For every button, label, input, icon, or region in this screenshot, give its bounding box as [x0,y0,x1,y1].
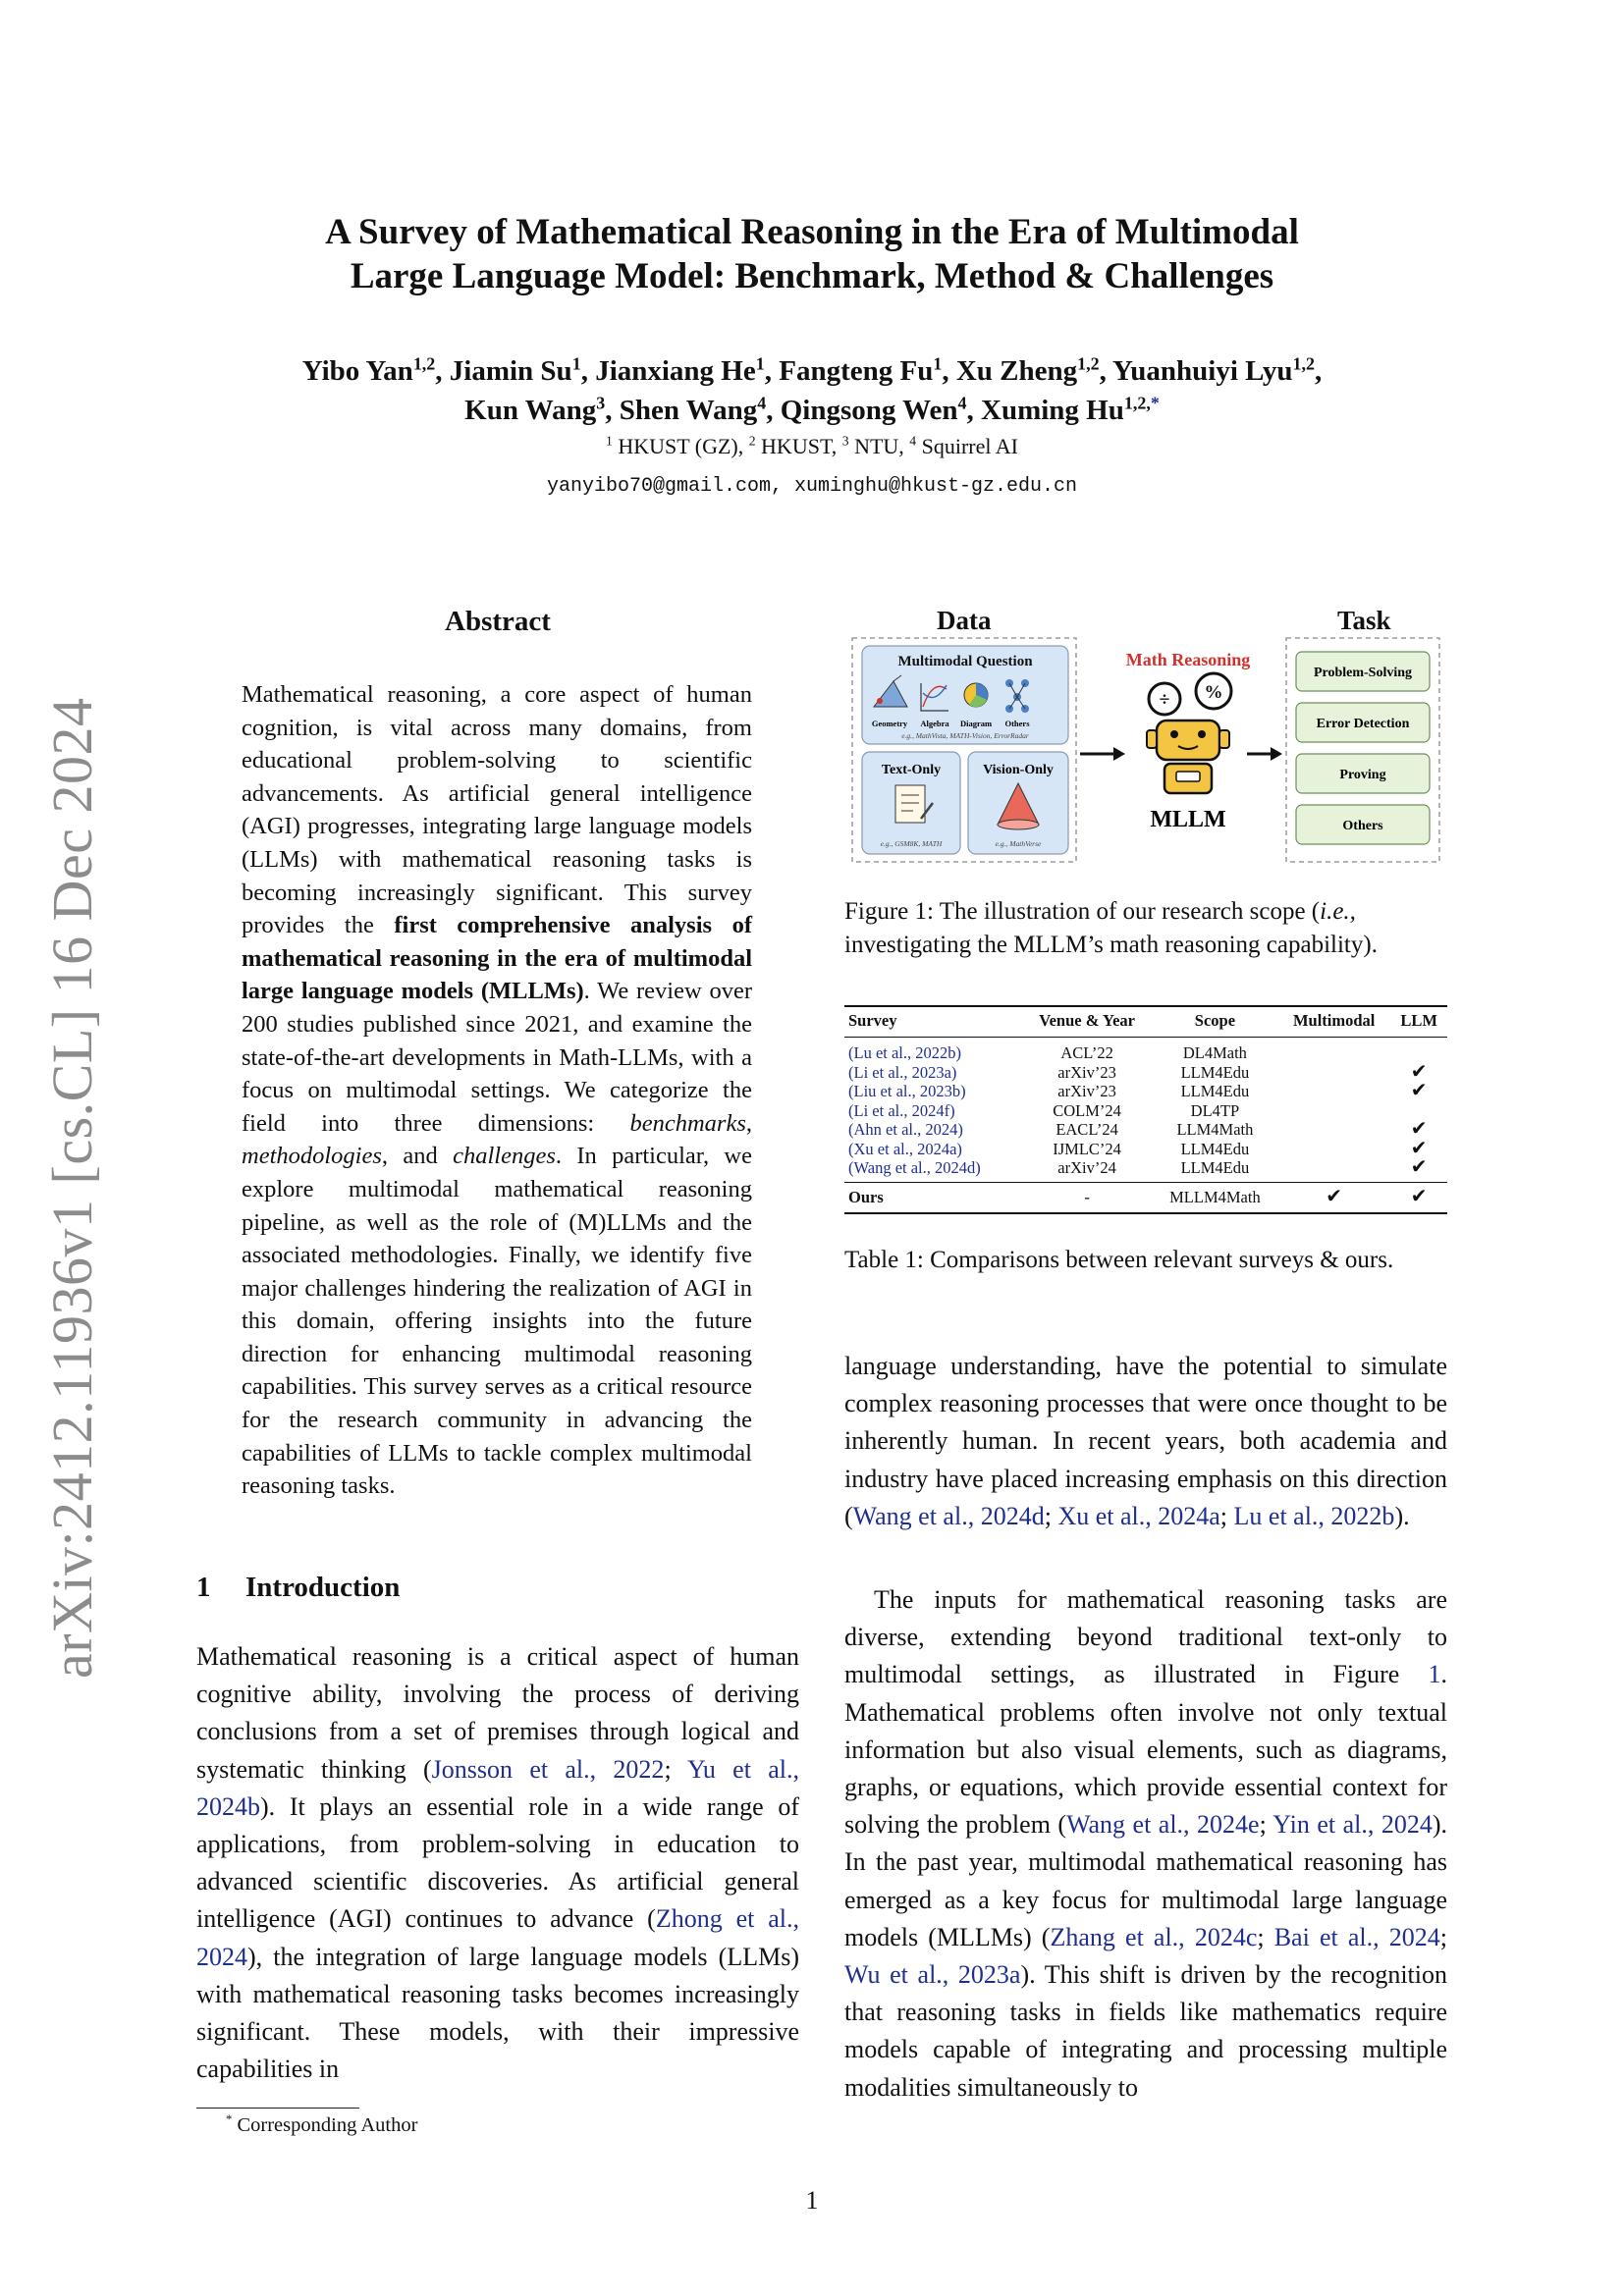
abstract-text: Mathematical reasoning, a core aspect of human cognition, is vital across many domains, from educational problem-solving to scientific advancements. As artificial general intelligence (AGI) progresses, integrating large language models (LLMs) with mathematical reasoning tasks is becoming increasingly significant. This survey provides the [242,681,752,939]
body-text: ; [1044,1501,1058,1530]
affiliation-name: NTU, [854,434,904,458]
abstract-heading: Abstract [445,606,551,637]
arxiv-stamp: arXiv:2412.11936v1 [cs.CL] 16 Dec 2024 [40,697,104,1679]
survey-citation[interactable]: (Liu et al., 2023b) [848,1082,966,1100]
column-header-multimodal: Multimodal [1292,1011,1376,1030]
survey-citation[interactable]: (Xu et al., 2024a) [848,1139,962,1158]
llm-cell [1390,1038,1447,1063]
multimodal-cell [1277,1158,1390,1182]
scope-cell: LLM4Edu [1180,1082,1250,1100]
abstract-italic-text: challenges [453,1143,556,1170]
affiliation-mark: 1 [606,433,613,449]
abstract-text: , and [381,1143,454,1170]
table-row-ours [844,1182,1447,1213]
llm-cell: ✔ [1410,1080,1428,1101]
citation-link[interactable]: Lu et al., 2022b [1233,1501,1395,1530]
body-text: ). [1394,1501,1410,1530]
scope-cell: LLM4Edu [1180,1158,1250,1177]
venue-cell: ACL’22 [1060,1043,1113,1062]
task-error-detection: Error Detection [1316,717,1410,731]
citation-link[interactable]: Wu et al., 2023a [844,1960,1021,1990]
task-proving: Proving [1339,768,1386,782]
abstract-italic-text: benchmarks [629,1109,746,1137]
author-line-1: Yibo Yan$^{1,2}$, Jiamin Su$^1$, Jianxiang He$^1$, Fangteng Fu$^1$, Xu Zheng$^{1,2}$, Yuanhuiyi Lyu$^{1,2}$, [301,353,1323,387]
mllm-label: MLLM [1150,807,1226,832]
table-row [844,1140,1447,1159]
table-row [844,1038,1447,1063]
body-text: ; [1257,1922,1274,1951]
footnote-rule [196,2108,359,2109]
body-text: . Mathematical problems often involve not only textual information but also visual elements, such as diagrams, graphs, or equations, which provide essential context for solving the problem ( [844,1660,1447,1840]
text-only-label: Text-Only [881,763,942,777]
column-header-scope: Scope [1194,1011,1236,1030]
author-affiliation-mark: 1,2 [1292,353,1316,374]
survey-citation[interactable]: (Li et al., 2023a) [848,1062,957,1082]
survey-citation[interactable]: (Li et al., 2024f) [848,1100,955,1120]
author-affiliation-mark: 1,2 [1077,353,1100,374]
venue-cell: arXiv’23 [1057,1082,1116,1100]
scope-cell: MLLM4Math [1169,1187,1261,1206]
column-header-venue: Venue & Year [1039,1011,1135,1030]
body-text: ; [1219,1501,1234,1530]
multimodal-cell [1277,1140,1390,1159]
multimodal-examples: e.g., MathVista, MATH-Vision, ErrorRadar [901,731,1029,740]
citation-link[interactable]: Zhong et al., 2024 [196,1904,799,1971]
venue-cell: arXiv’23 [1057,1062,1116,1082]
survey-citation[interactable]: (Lu et al., 2022b) [848,1043,962,1062]
author-affiliation-mark: 3 [596,393,606,413]
affiliation-name: HKUST (GZ), [618,434,744,458]
category-algebra: Algebra [920,719,949,728]
citation-link[interactable]: Wang et al., 2024d [852,1501,1045,1530]
body-text: ; [664,1754,687,1784]
category-diagram: Diagram [959,719,993,728]
abstract-text: . We review over 200 studies published since 2021, and examine the state-of-the-art developments in Math-LLMs, with a focus on multimodal settings. We categorize the field into three dimensions: [242,978,752,1137]
multimodal-cell [1277,1038,1390,1063]
abstract-bold-text: first comprehensive analysis of mathematical reasoning in the era of multimodal large language models (MLLMs) [242,912,752,1005]
affiliations [196,434,1428,459]
llm-cell: ✔ [1410,1137,1428,1159]
affiliation-name: Squirrel AI [921,434,1018,458]
title-line-2: Large Language Model: Benchmark, Method & Challenges [350,256,1274,296]
paper-title [196,210,1428,298]
llm-cell: ✔ [1410,1185,1428,1207]
figure-label-task: Task [1337,606,1391,635]
author-name: Fangteng Fu [779,355,934,387]
table-header-row [844,1006,1447,1038]
citation-link[interactable]: Xu et al., 2024a [1057,1501,1220,1530]
table-row [844,1082,1447,1101]
vision-only-examples: e.g., MathVerse [995,839,1042,848]
scope-cell: LLM4Math [1176,1120,1254,1139]
body-text: ; [1439,1922,1447,1951]
body-text: ). It plays an essential role in a wide range of applications, from problem-solving in education to advanced scientific discoveries. As artificial general intelligence (AGI) continues to advance ( [196,1791,799,1934]
figure-1-caption [844,895,1447,962]
multimodal-cell [1277,1120,1390,1140]
table-row [844,1101,1447,1121]
affiliation-mark: 4 [909,433,917,449]
llm-cell: ✔ [1410,1060,1428,1083]
category-geometry: Geometry [871,719,908,728]
author-name: Xuming Hu [981,395,1124,426]
abstract-body [242,678,752,1503]
author-affiliation-mark: 1 [571,353,581,374]
multimodal-cell [1277,1082,1390,1101]
intro-paragraph-1 [196,1638,799,2088]
author-affiliation-mark: 4 [757,393,767,413]
llm-cell: ✔ [1410,1118,1428,1140]
venue-cell: - [1084,1187,1090,1206]
figure-label-data: Data [937,606,992,635]
llm-cell: ✔ [1410,1156,1428,1178]
abstract-italic-text: methodologies [242,1143,382,1170]
body-text: ), the integration of large language models (LLMs) with mathematical reasoning tasks becomes increasingly significant. These models, with their impressive capabilities in [196,1942,799,2084]
arrow-right-icon [1080,747,1125,761]
caption-text: Figure 1: The illustration of our research scope ( [844,898,1321,925]
comparison-table [844,1005,1447,1214]
scope-cell: LLM4Edu [1180,1139,1250,1158]
text-only-examples: e.g., GSM8K, MATH [880,839,943,848]
author-line-2: Kun Wang$^3$, Shen Wang$^4$, Qingsong Wen$^4$, Xuming $Hu^{1,2,*}$ [464,393,1160,426]
footnote-text: Corresponding Author [237,2114,418,2136]
scope-cell: LLM4Edu [1180,1062,1250,1082]
category-others: Others [1004,719,1030,728]
multimodal-cell [1277,1063,1390,1083]
author-name: Jianxiang He [595,355,756,387]
table-row [844,1063,1447,1083]
body-text: ). In the past year, multimodal mathematical reasoning has emerged as a key focus for multimodal large language models (MLLMs) ( [844,1810,1447,1951]
section-title: Introduction [245,1572,401,1603]
author-affiliation-mark: 1,2 [412,353,436,374]
body-text: Mathematical reasoning is a critical aspect of human cognitive ability, involving the process of deriving conclusions from a set of premises through logical and systematic thinking ( [196,1642,799,1784]
author-name: Yibo Yan [301,355,413,387]
body-text: The inputs for mathematical reasoning tasks are diverse, extending beyond traditional text-only to multimodal settings, as illustrated in Figure [844,1585,1447,1689]
author-name: Xu Zheng [955,355,1078,387]
footnote-mark: * [226,2112,233,2127]
table-row [844,1120,1447,1140]
svg-text:%: % [1204,682,1223,703]
multimodal-question-label: Multimodal Question [897,654,1033,669]
venue-cell: arXiv’24 [1057,1158,1116,1177]
citation-link[interactable]: Wang et al., 2024e [1066,1810,1260,1840]
figure-reference-link[interactable]: 1 [1428,1660,1441,1689]
author-affiliation-mark: 4 [957,393,967,413]
author-emails[interactable]: yanyibo70@gmail.com, xuminghu@hkust-gz.edu.cn [546,475,1078,498]
diagram-icon [964,683,988,707]
citation-link[interactable]: Yin et al., 2024 [1272,1810,1433,1840]
citation-link[interactable]: Zhang et al., 2024c [1050,1922,1258,1951]
scope-cell: DL4Math [1182,1043,1247,1062]
affiliation-mark: 3 [841,433,849,449]
svg-text:÷: ÷ [1159,689,1170,711]
abstract-text: , [745,1109,752,1137]
math-reasoning-label: Math Reasoning [1125,650,1251,669]
body-text: ; [1259,1810,1273,1840]
arrow-right-icon [1247,747,1282,761]
table-1-caption: Table 1: Comparisons between relevant surveys & ours. [844,1247,1394,1273]
citation-link[interactable]: Yu et al., 2024b [196,1754,800,1821]
caption-italic-text: i.e., [1320,898,1356,925]
author-affiliation-mark: 1 [933,353,943,374]
author-name: Shen Wang [619,395,758,426]
survey-citation[interactable]: (Wang et al., 2024d) [848,1158,981,1177]
author-list [147,351,1477,430]
vision-only-label: Vision-Only [983,763,1054,777]
multimodal-cell: ✔ [1326,1185,1343,1207]
venue-cell: IJMLC’24 [1053,1139,1121,1158]
affiliation-mark: 2 [748,433,756,449]
citation-link[interactable]: Bai et al., 2024 [1273,1922,1440,1951]
intro-paragraph-1-continued [844,1348,1447,1535]
multimodal-cell [1277,1101,1390,1121]
abstract-text: . In particular, we explore multimodal mathematical reasoning pipeline, as well as the role of (M)LLMs and the associated methodologies. Finally, we identify five major challenges hindering the realization of AGI in this domain, offering insights into the future direction for enhancing multimodal reasoning capabilities. This survey serves as a critical resource for the research community in advancing the capabilities of LLMs to tackle complex multimodal reasoning tasks. [242,1143,753,1500]
survey-ours: Ours [848,1187,884,1206]
citation-link[interactable]: Jonsson et al., 2022 [431,1754,665,1784]
venue-cell: EACL’24 [1056,1120,1118,1139]
affiliation-name: HKUST, [761,434,838,458]
column-header-survey: Survey [848,1011,897,1030]
title-line-1: A Survey of Mathematical Reasoning in the Era of Multimodal [325,212,1299,252]
section-number: 1 [196,1572,211,1603]
footnote [226,2114,417,2137]
scope-cell: DL4TP [1190,1100,1240,1120]
body-text: ). This shift is driven by the recognition that reasoning tasks in fields like mathematics require models capable of integrating and processing multiple modalities simultaneously to [844,1960,1447,2102]
task-problem-solving: Problem-Solving [1313,666,1413,680]
task-others: Others [1342,819,1383,833]
intro-paragraph-2 [844,1581,1447,2107]
survey-citation[interactable]: (Ahn et al., 2024) [848,1120,963,1139]
author-affiliation-mark: 1 [755,353,765,374]
figure-1-illustration [850,636,1443,866]
corresponding-author-mark[interactable]: * [1150,393,1160,413]
author-name: Qingsong Wen [780,395,958,426]
caption-text: investigating the MLLM’s math reasoning capability). [844,932,1378,958]
table-row [844,1158,1447,1182]
venue-cell: COLM’24 [1053,1100,1121,1120]
page-number: 1 [805,2186,819,2215]
author-name: Kun Wang [464,395,597,426]
author-name: Jiamin Su [449,355,572,387]
column-header-llm: LLM [1400,1011,1437,1030]
body-text: language understanding, have the potential to simulate complex reasoning processes that were once thought to be inherently human. In recent years, both academia and industry have placed increasing emphasis on this direction ( [844,1352,1447,1530]
author-name: Yuanhuiyi Lyu [1112,355,1293,387]
section-heading-introduction [196,1572,400,1604]
author-affiliation-mark: 1,2, [1123,393,1151,413]
robot-icon [1147,673,1231,793]
